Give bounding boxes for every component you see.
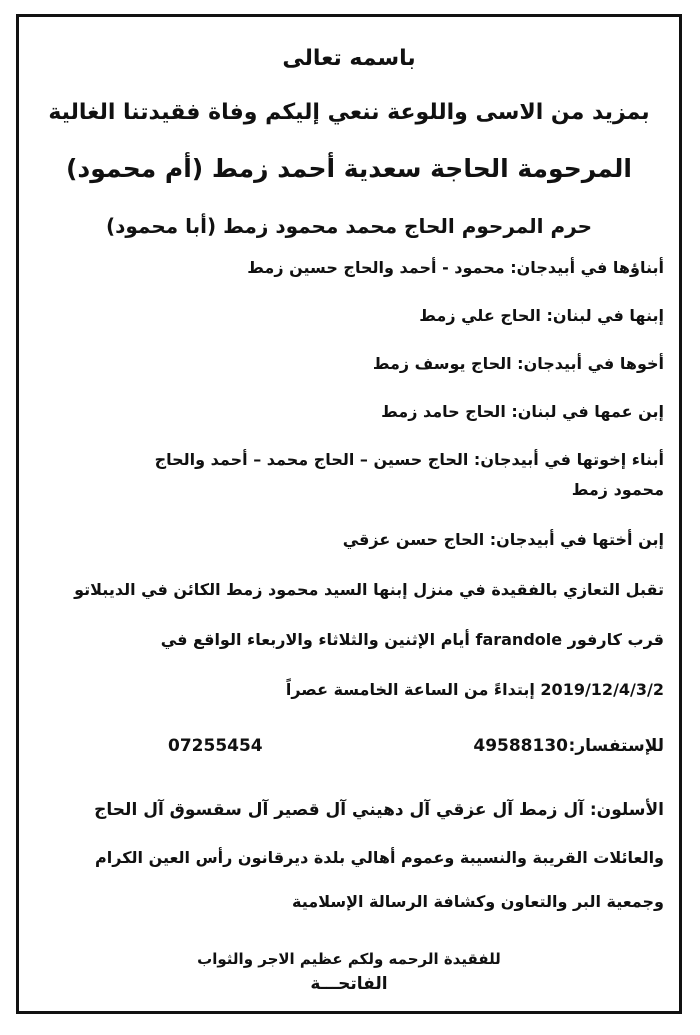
condolence-line: قرب كارفور farandole أيام الإثنين والثلاثاء والاربعاء الواقع في (160, 630, 664, 649)
contact-phone-secondary: 07255454 (168, 736, 263, 756)
relatives-line: أبناؤها في أبيدجان: محمود - أحمد والحاج حسين زمط (247, 258, 664, 277)
mourners-line: الأسلون: آل زمط آل عزقي آل دهيني آل قصير آل سقسوق آل الحاج (94, 800, 664, 820)
closing-fatiha: الفاتحـــة (310, 974, 388, 994)
relatives-line: أخوها في أبيدجان: الحاج يوسف زمط (372, 354, 664, 373)
obituary-notice (34, 40, 664, 1000)
notice-invocation: باسمه تعالى (282, 46, 416, 71)
contact-label: للإستفسار: (568, 736, 664, 756)
relatives-line: إبن أختها في أبيدجان: الحاج حسن عزقي (342, 530, 664, 549)
condolence-line: تقبل التعازي بالفقيدة في منزل إبنها السيد محمود زمط الكائن في الديبلاتو (74, 580, 664, 599)
closing-prayer: للفقيدة الرحمه ولكم عظيم الاجر والثواب (197, 950, 501, 968)
contact-phone-primary: 49588130 (473, 736, 568, 756)
relatives-line: محمود زمط (571, 480, 664, 499)
relatives-line: أبناء إخوتها في أبيدجان: الحاج حسين – الحاج محمد – أحمد والحاج (154, 450, 664, 469)
condolence-line: 2019/12/4/3/2 إبتداءً من الساعة الخامسة عصراً (285, 680, 664, 699)
notice-announcement: بمزيد من الاسى واللوعة ننعي إليكم وفاة فقيدتنا الغالية (48, 100, 650, 125)
mourners-line: والعائلات القريبة والنسيبة وعموم أهالي بلدة ديرقانون رأس العين الكرام (95, 848, 664, 867)
relatives-line: إبنها في لبنان: الحاج علي زمط (419, 306, 664, 325)
mourners-line: وجمعية البر والتعاون وكشافة الرسالة الإسلامية (292, 892, 664, 911)
relatives-line: إبن عمها في لبنان: الحاج حامد زمط (381, 402, 664, 421)
deceased-name: المرحومة الحاجة سعدية أحمد زمط (أم محمود) (66, 154, 632, 183)
contact-row (34, 736, 664, 766)
deceased-spouse: حرم المرحوم الحاج محمد محمود زمط (أبا محمود) (105, 214, 593, 238)
